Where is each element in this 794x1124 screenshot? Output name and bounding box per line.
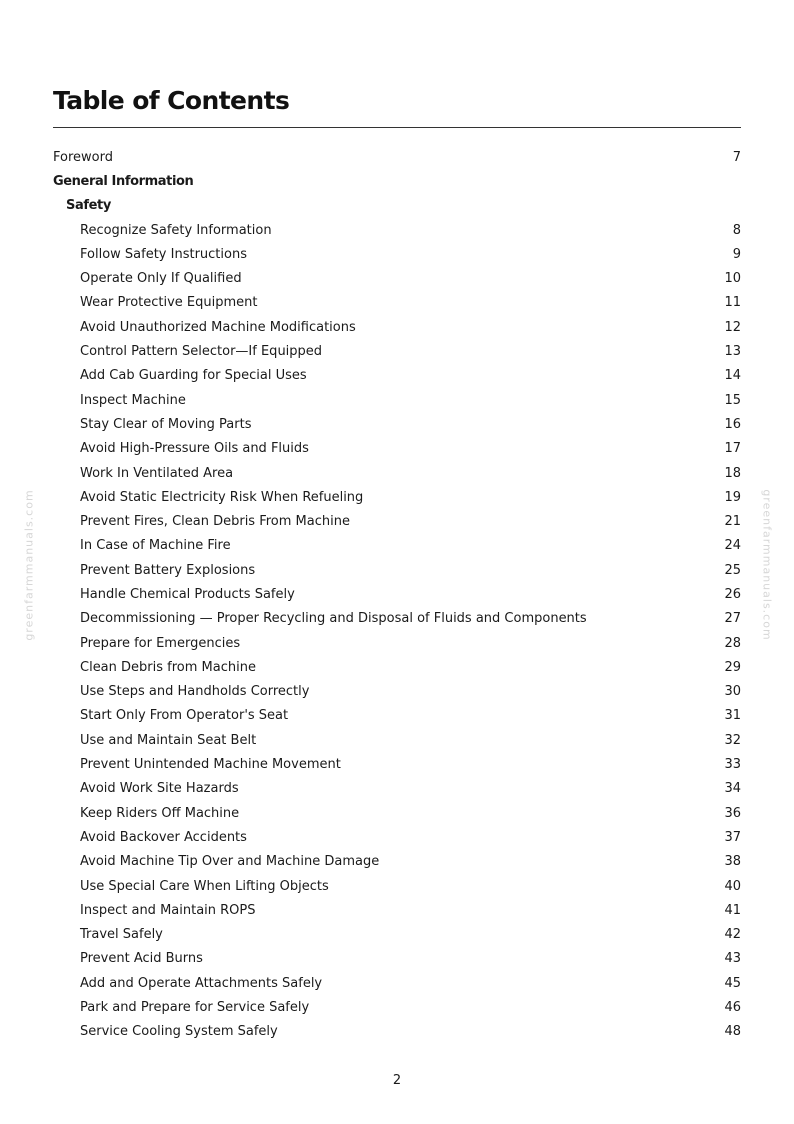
toc-entry-label: Decommissioning — Proper Recycling and Disposal of Fluids and Components [80, 611, 587, 627]
toc-entry[interactable] [53, 437, 741, 461]
toc-list [53, 145, 741, 1044]
toc-entry[interactable] [53, 582, 741, 606]
toc-entry-label: Handle Chemical Products Safely [80, 586, 295, 602]
toc-entry[interactable] [53, 1020, 741, 1044]
toc-entry-label: Operate Only If Qualified [80, 271, 242, 287]
toc-entry-label: Recognize Safety Information [80, 222, 272, 238]
toc-entry-page: 46 [724, 1000, 741, 1016]
toc-entry[interactable] [53, 364, 741, 388]
watermark-left: greenfarmmanuals.com [22, 489, 36, 641]
toc-entry-label: Avoid Backover Accidents [80, 829, 247, 845]
toc-entry[interactable] [53, 995, 741, 1019]
toc-entry-page: 21 [724, 514, 741, 530]
toc-entry[interactable] [53, 266, 741, 290]
toc-entry-label: Avoid Machine Tip Over and Machine Damage [80, 854, 380, 870]
toc-entry-label: Avoid Work Site Hazards [80, 781, 239, 797]
toc-entry-label: Use Special Care When Lifting Objects [80, 878, 329, 894]
toc-entry-label: Use Steps and Handholds Correctly [80, 684, 310, 700]
toc-entry-page: 27 [724, 611, 741, 627]
page-number: 2 [392, 1073, 402, 1088]
toc-entry-label: Avoid Unauthorized Machine Modifications [80, 319, 356, 335]
toc-entry-page: 12 [724, 319, 741, 335]
toc-heading [53, 194, 741, 218]
toc-entry[interactable] [53, 509, 741, 533]
toc-entry-label: Wear Protective Equipment [80, 295, 258, 311]
toc-entry[interactable] [53, 971, 741, 995]
toc-entry-label: General Information [53, 173, 194, 189]
toc-entry-page: 10 [724, 271, 741, 287]
toc-entry-label: Add Cab Guarding for Special Uses [80, 368, 307, 384]
toc-entry-label: Prevent Fires, Clean Debris From Machine [80, 514, 350, 530]
toc-entry-label: In Case of Machine Fire [80, 538, 231, 554]
toc-entry-page: 9 [732, 246, 741, 262]
toc-entry[interactable] [53, 412, 741, 436]
toc-entry-page: 41 [724, 902, 741, 918]
toc-entry-label: Prevent Unintended Machine Movement [80, 757, 341, 773]
toc-entry-page: 13 [724, 344, 741, 360]
toc-entry-page: 34 [724, 781, 741, 797]
toc-entry-label: Use and Maintain Seat Belt [80, 732, 257, 748]
toc-entry[interactable] [53, 777, 741, 801]
toc-entry[interactable] [53, 607, 741, 631]
toc-entry-page: 43 [724, 951, 741, 967]
toc-entry-label: Start Only From Operator's Seat [80, 708, 289, 724]
toc-entry[interactable] [53, 850, 741, 874]
title-divider [53, 127, 741, 128]
toc-entry[interactable] [53, 728, 741, 752]
toc-entry[interactable] [53, 825, 741, 849]
toc-entry-label: Safety [66, 198, 111, 214]
toc-entry-page: 24 [724, 538, 741, 554]
toc-entry-page: 26 [724, 586, 741, 602]
toc-entry-page: 25 [724, 562, 741, 578]
toc-entry-label: Clean Debris from Machine [80, 659, 256, 675]
toc-entry-page: 15 [724, 392, 741, 408]
toc-entry-page: 7 [732, 149, 741, 165]
toc-entry-page: 30 [724, 684, 741, 700]
toc-entry-page: 40 [724, 878, 741, 894]
toc-entry[interactable] [53, 801, 741, 825]
toc-entry-label: Work In Ventilated Area [80, 465, 234, 481]
toc-entry-label: Avoid High-Pressure Oils and Fluids [80, 441, 309, 457]
toc-entry-page: 42 [724, 927, 741, 943]
toc-entry[interactable] [53, 291, 741, 315]
toc-entry[interactable] [53, 898, 741, 922]
toc-entry-page: 17 [724, 441, 741, 457]
toc-entry-label: Service Cooling System Safely [80, 1024, 278, 1040]
toc-entry-label: Prepare for Emergencies [80, 635, 241, 651]
toc-entry[interactable] [53, 339, 741, 363]
toc-entry-page: 32 [724, 732, 741, 748]
toc-entry-label: Stay Clear of Moving Parts [80, 416, 252, 432]
toc-entry[interactable] [53, 752, 741, 776]
toc-entry-page: 48 [724, 1024, 741, 1040]
toc-entry[interactable] [53, 242, 741, 266]
toc-heading [53, 169, 741, 193]
toc-entry[interactable] [53, 461, 741, 485]
toc-entry[interactable] [53, 704, 741, 728]
toc-heading[interactable] [53, 145, 741, 169]
toc-entry-label: Park and Prepare for Service Safely [80, 1000, 310, 1016]
toc-entry[interactable] [53, 315, 741, 339]
toc-entry[interactable] [53, 631, 741, 655]
toc-entry-label: Foreword [53, 149, 113, 165]
toc-entry-page: 11 [724, 295, 741, 311]
toc-entry[interactable] [53, 655, 741, 679]
toc-entry[interactable] [53, 485, 741, 509]
toc-entry-label: Prevent Acid Burns [80, 951, 203, 967]
toc-entry-page: 36 [724, 805, 741, 821]
toc-entry-label: Control Pattern Selector—If Equipped [80, 344, 323, 360]
toc-entry-label: Follow Safety Instructions [80, 246, 247, 262]
toc-entry-label: Inspect and Maintain ROPS [80, 902, 256, 918]
toc-entry[interactable] [53, 218, 741, 242]
toc-entry-page: 18 [724, 465, 741, 481]
toc-entry-page: 37 [724, 829, 741, 845]
toc-entry-page: 31 [724, 708, 741, 724]
toc-entry[interactable] [53, 947, 741, 971]
toc-entry-page: 29 [724, 659, 741, 675]
toc-entry-page: 19 [724, 489, 741, 505]
toc-entry[interactable] [53, 558, 741, 582]
toc-entry[interactable] [53, 680, 741, 704]
toc-entry[interactable] [53, 874, 741, 898]
toc-entry-page: 33 [724, 757, 741, 773]
toc-entry-page: 28 [724, 635, 741, 651]
toc-entry-label: Add and Operate Attachments Safely [80, 975, 323, 991]
toc-entry-label: Keep Riders Off Machine [80, 805, 240, 821]
page-title: Table of Contents [53, 86, 290, 115]
toc-entry-page: 8 [732, 222, 741, 238]
toc-entry-page: 14 [724, 368, 741, 384]
toc-entry-label: Avoid Static Electricity Risk When Refueling [80, 489, 364, 505]
toc-entry-label: Inspect Machine [80, 392, 186, 408]
watermark-right: greenfarmmanuals.com [760, 489, 774, 641]
toc-entry[interactable] [53, 923, 741, 947]
toc-entry-label: Travel Safely [80, 927, 163, 943]
toc-entry-page: 16 [724, 416, 741, 432]
toc-entry-page: 38 [724, 854, 741, 870]
toc-entry-page: 45 [724, 975, 741, 991]
toc-entry-label: Prevent Battery Explosions [80, 562, 256, 578]
toc-entry[interactable] [53, 388, 741, 412]
toc-entry[interactable] [53, 534, 741, 558]
